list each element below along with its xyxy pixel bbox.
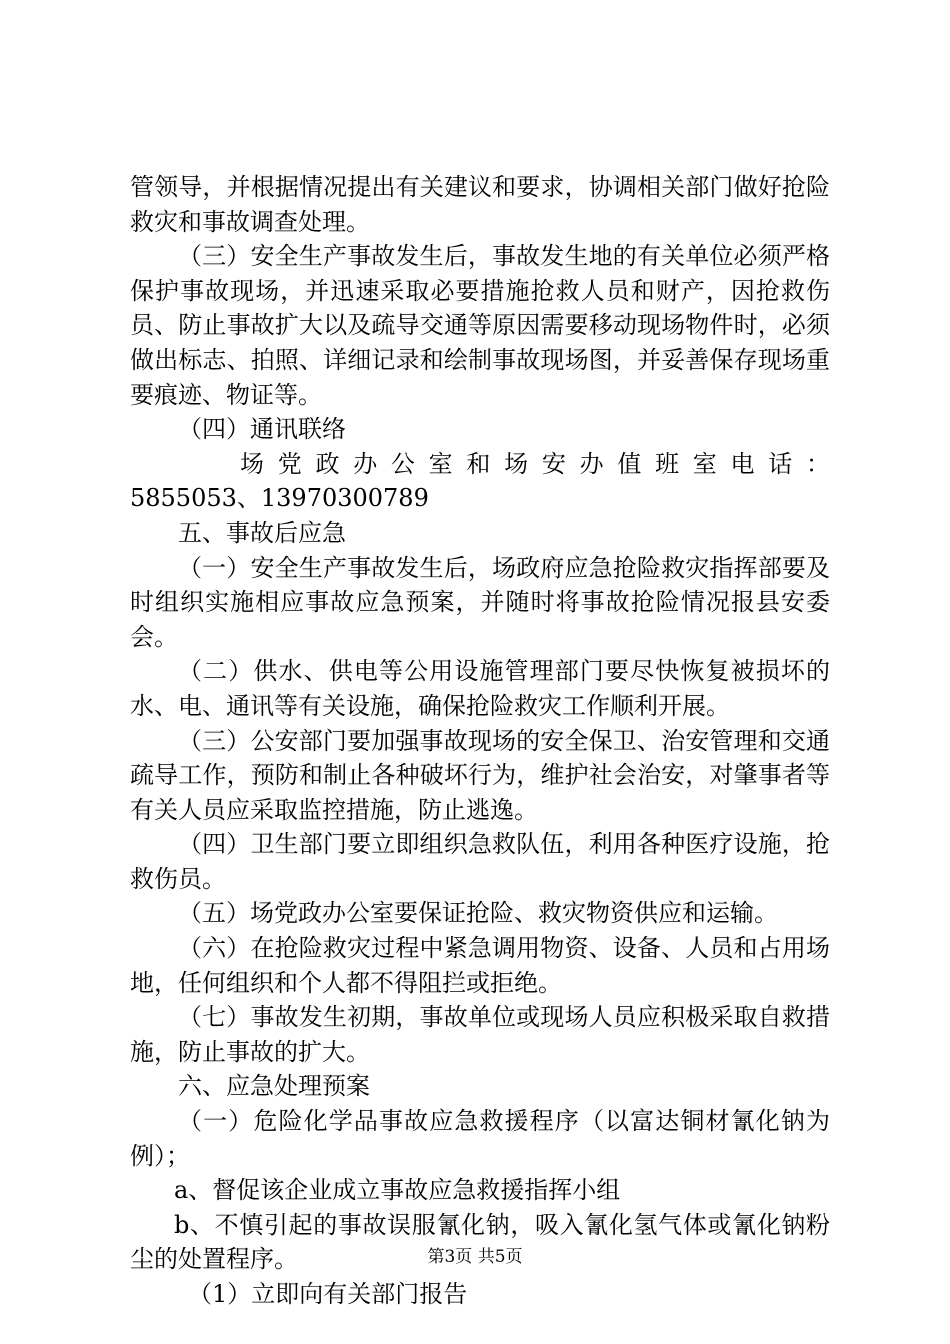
paragraph: （四）卫生部门要立即组织急救队伍，利用各种医疗设施，抢救伤员。 — [130, 830, 830, 893]
paragraph: 管领导，并根据情况提出有关建议和要求，协调相关部门做好抢险救灾和事故调查处理。 — [130, 173, 830, 236]
section-heading: （四）通讯联络 — [178, 415, 346, 444]
paragraph: （七）事故发生初期，事故单位或现场人员应积极采取自救措施，防止事故的扩大。 — [130, 1003, 830, 1066]
page-number: 第3页 共5页 — [427, 1247, 523, 1267]
paragraph: （五）场党政办公室要保证抢险、救灾物资供应和运输。 — [178, 899, 778, 928]
section-heading: 五、事故后应急 — [178, 518, 346, 547]
document-body — [130, 170, 830, 1312]
paragraph: （六）在抢险救灾过程中紧急调用物资、设备、人员和占用场地，任何组织和个人都不得阻拦或拒绝。 — [130, 934, 830, 997]
paragraph: （三）公安部门要加强事故现场的安全保卫、治安管理和交通疏导工作，预防和制止各种破坏行为，维护社会治安，对肇事者等有关人员应采取监控措施，防止逃逸。 — [130, 726, 830, 824]
paragraph: （一）安全生产事故发生后，场政府应急抢险救灾指挥部要及时组织实施相应事故应急预案，并随时将事故抢险情况报县安委会。 — [130, 553, 830, 651]
paragraph: （三）安全生产事故发生后，事故发生地的有关单位必须严格保护事故现场，并迅速采取必要措施抢救人员和财产，因抢救伤员、防止事故扩大以及疏导交通等原因需要移动现场物件时，必须做出标志、拍照、详细记录和绘制事故现场图，并妥善保存现场重要痕迹、物证等。 — [130, 242, 830, 409]
paragraph: （一）危险化学品事故应急救援程序（以富达铜材氰化钠为例）； — [130, 1107, 830, 1170]
list-item: a、督促该企业成立事故应急救援指挥小组 — [174, 1176, 621, 1205]
phone-numbers: 5855053、13970300789 — [130, 484, 429, 513]
phone-label: 场党政办公室和场安办值班室电话： — [240, 449, 830, 478]
list-item: b、不慎引起的事故误服氰化钠，吸入氰化氢气体或氰化钠粉尘的处置程序。 — [130, 1210, 830, 1274]
list-item: （1）立即向有关部门报告 — [188, 1280, 468, 1308]
section-heading: 六、应急处理预案 — [178, 1072, 370, 1101]
paragraph: （二）供水、供电等公用设施管理部门要尽快恢复被损坏的水、电、通讯等有关设施，确保抢险救灾工作顺利开展。 — [130, 657, 830, 720]
